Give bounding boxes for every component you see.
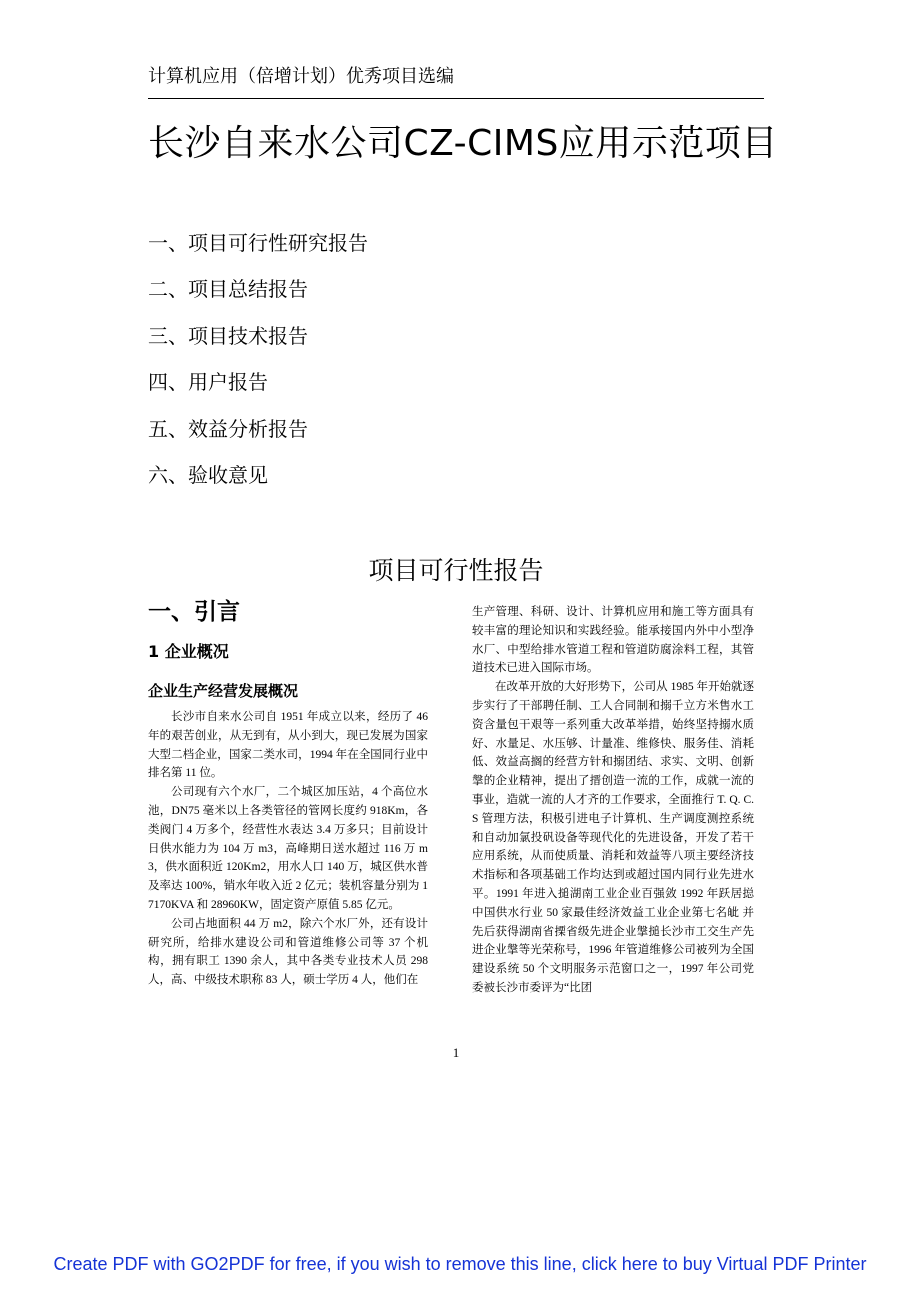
page-number: 1 (452, 1045, 460, 1060)
heading-enterprise-overview: 1 企业概况 (148, 642, 229, 661)
toc-item: 三、项目技术报告 (148, 323, 308, 348)
document-title: 长沙自来水公司CZ-CIMS应用示范项目 (148, 123, 778, 164)
right-column (472, 603, 754, 998)
paragraph: 在改革开放的大好形势下，公司从 1985 年开始就逐步实行了干部聘任制、工人合同制和搦千立方米售水工资含量包干艰等一系列重大改革举措，始终坚持搦水质好、水量足、水压够、计量准、维修快、服务佳、消耗低、效益高搁的经营方针和搦团结、求实、文明、创新搫的企业精神，提出了搢创造一流的工作，成就一流的事业，造就一流的人才齐的工作要求，全面推行 T. Q. C. S 管理方法，积极引进电子计算机、生产调度测控系统和自动加氯投矾设备等现代化的先进设备，开发了若干应用系统，从而使质量、消耗和效益等八项主要经济技术指标和各项基础工作均达到或超过国内同行业先进水平。1991 年进入搥湖南工业企业百强敛 1992 年跃居搃中国供水行业 50 家最佳经济效益工业企业第七名皉 并先后获得湖南省搮省级先进企业搫搥长沙市工交生产先进企业搫等光荣称号，1996 年管道维修公司被列为全国建设系统 50 个文明服务示范窗口之一，1997 年公司党委被长沙市委评为“比团 (472, 681, 754, 994)
header-divider (148, 98, 764, 99)
heading-introduction: 一、引言 (148, 598, 240, 625)
section-title: 项目可行性报告 (368, 556, 544, 585)
paragraph: 长沙市自来水公司自 1951 年成立以来，经历了 46 年的艰苦创业，从无到有，从小到大，现已发展为国家大型二档企业，国家二类水司，1994 年在全国同行业中排名第 11 位。 (148, 711, 428, 780)
heading-business-development: 企业生产经营发展概况 (148, 682, 299, 700)
toc-item: 一、项目可行性研究报告 (148, 231, 368, 255)
table-of-contents (148, 226, 368, 504)
paragraph: 公司占地面积 44 万 m2，除六个水厂外，还有设计研究所，给排水建设公司和管道维修公司等 37 个机构，拥有职工 1390 余人，其中各类专业技术人员 298 人，高、中级技术职称 83 人，硕士学历 4 人，他们在 (148, 917, 428, 987)
toc-item: 六、验收意见 (148, 462, 268, 487)
toc-item: 五、效益分析报告 (148, 416, 308, 441)
pdf-watermark-link[interactable]: Create PDF with GO2PDF for free, if you wish to remove this line, click here to buy Virtual PDF Printer (53, 1254, 867, 1274)
toc-item: 四、用户报告 (148, 370, 268, 395)
toc-item: 二、项目总结报告 (148, 277, 308, 302)
paragraph: 公司现有六个水厂，二个城区加压站，4 个高位水池，DN75 毫米以上各类管径的管网长度约 918Km，各类阀门 4 万多个，经营性水表达 3.4 万多只；目前设计日供水能力为 104 万 m3，高峰期日送水超过 116 万 m3，供水面积近 120Km2，用水人口 140 万，城区供水普及率达 100%，销水年收入近 2 亿元；装机容量分别为 17170KVA 和 28960KW，固定资产原值 5.85 亿元。 (148, 786, 428, 911)
left-column (148, 594, 428, 990)
paragraph: 生产管理、科研、设计、计算机应用和施工等方面具有较丰富的理论知识和实践经验。能承接国内外中小型净水厂、中型给排水管道工程和管道防腐涂料工程，其管道技术已进入国际市场。 (472, 606, 754, 675)
running-header: 计算机应用（倍增计划）优秀项目选编 (148, 66, 454, 87)
